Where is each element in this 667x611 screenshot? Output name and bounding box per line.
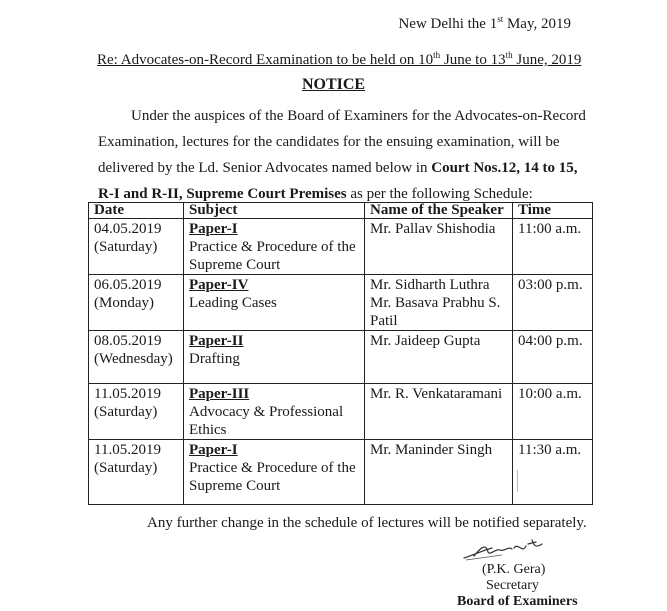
header-speaker: Name of the Speaker [365, 203, 513, 219]
date-cell: 06.05.2019 (Monday) [89, 275, 184, 331]
body-line-3: delivered by the Ld. Senior Advocates named below in Court Nos.12, 14 to 15, [98, 160, 578, 176]
subject-cell: Paper-IV Leading Cases [184, 275, 365, 331]
subject-cell: Paper-II Drafting [184, 331, 365, 384]
speaker-cell: Mr. Pallav Shishodia [365, 219, 513, 275]
paper-label: Paper-I [189, 221, 238, 237]
date-cell: 11.05.2019 (Saturday) [89, 440, 184, 505]
subject-cell: Paper-III Advocacy & Professional Ethics [184, 384, 365, 440]
time-cell: 10:00 a.m. [513, 384, 593, 440]
header-date: Date [89, 203, 184, 219]
footer-note: Any further change in the schedule of lectures will be notified separately. [147, 515, 587, 531]
speaker-cell: Mr. R. Venkataramani [365, 384, 513, 440]
paper-label: Paper-I [189, 442, 238, 458]
date-cell: 11.05.2019 (Saturday) [89, 384, 184, 440]
paper-label: Paper-III [189, 386, 250, 402]
signatory-role: Secretary [486, 578, 539, 593]
header-subject: Subject [184, 203, 365, 219]
notice-body [98, 103, 588, 207]
schedule-table [88, 202, 593, 505]
body-line-2: Examination, lectures for the candidates for the ensuing examination, will be [98, 134, 560, 150]
body-line-4: R-I and R-II, Supreme Court Premises as per the following Schedule: [98, 186, 533, 202]
speaker-cell: Mr. Jaideep Gupta [365, 331, 513, 384]
body-line-1: Under the auspices of the Board of Examiners for the Advocates-on-Record [131, 108, 586, 124]
table-row [89, 331, 593, 384]
table-row [89, 384, 593, 440]
subject-cell: Paper-I Practice & Procedure of the Supreme Court [184, 440, 365, 505]
header-time: Time [513, 203, 593, 219]
subject-cell: Paper-I Practice & Procedure of the Supreme Court [184, 219, 365, 275]
paper-label: Paper-IV [189, 277, 249, 293]
date-cell: 08.05.2019 (Wednesday) [89, 331, 184, 384]
paper-label: Paper-II [189, 333, 244, 349]
speaker-cell: Mr. Maninder Singh [365, 440, 513, 505]
signatory-name: (P.K. Gera) [482, 562, 546, 577]
scan-artifact [517, 470, 518, 492]
speaker-cell: Mr. Sidharth Luthra Mr. Basava Prabhu S. Patil [365, 275, 513, 331]
time-cell: 04:00 p.m. [513, 331, 593, 384]
table-row [89, 275, 593, 331]
notice-title: NOTICE [301, 76, 366, 93]
subject-line: Re: Advocates-on-Record Examination to be held on 10th June to 13th June, 2019 [97, 50, 582, 68]
schedule-header-row [89, 203, 593, 219]
date-cell: 04.05.2019 (Saturday) [89, 219, 184, 275]
table-row [89, 219, 593, 275]
signatory-board: Board of Examiners [457, 594, 578, 609]
time-cell: 03:00 p.m. [513, 275, 593, 331]
time-cell: 11:00 a.m. [513, 219, 593, 275]
signature-icon [462, 536, 552, 562]
dateline: New Delhi the 1st May, 2019 [398, 14, 571, 32]
time-cell: 11:30 a.m. [513, 440, 593, 505]
